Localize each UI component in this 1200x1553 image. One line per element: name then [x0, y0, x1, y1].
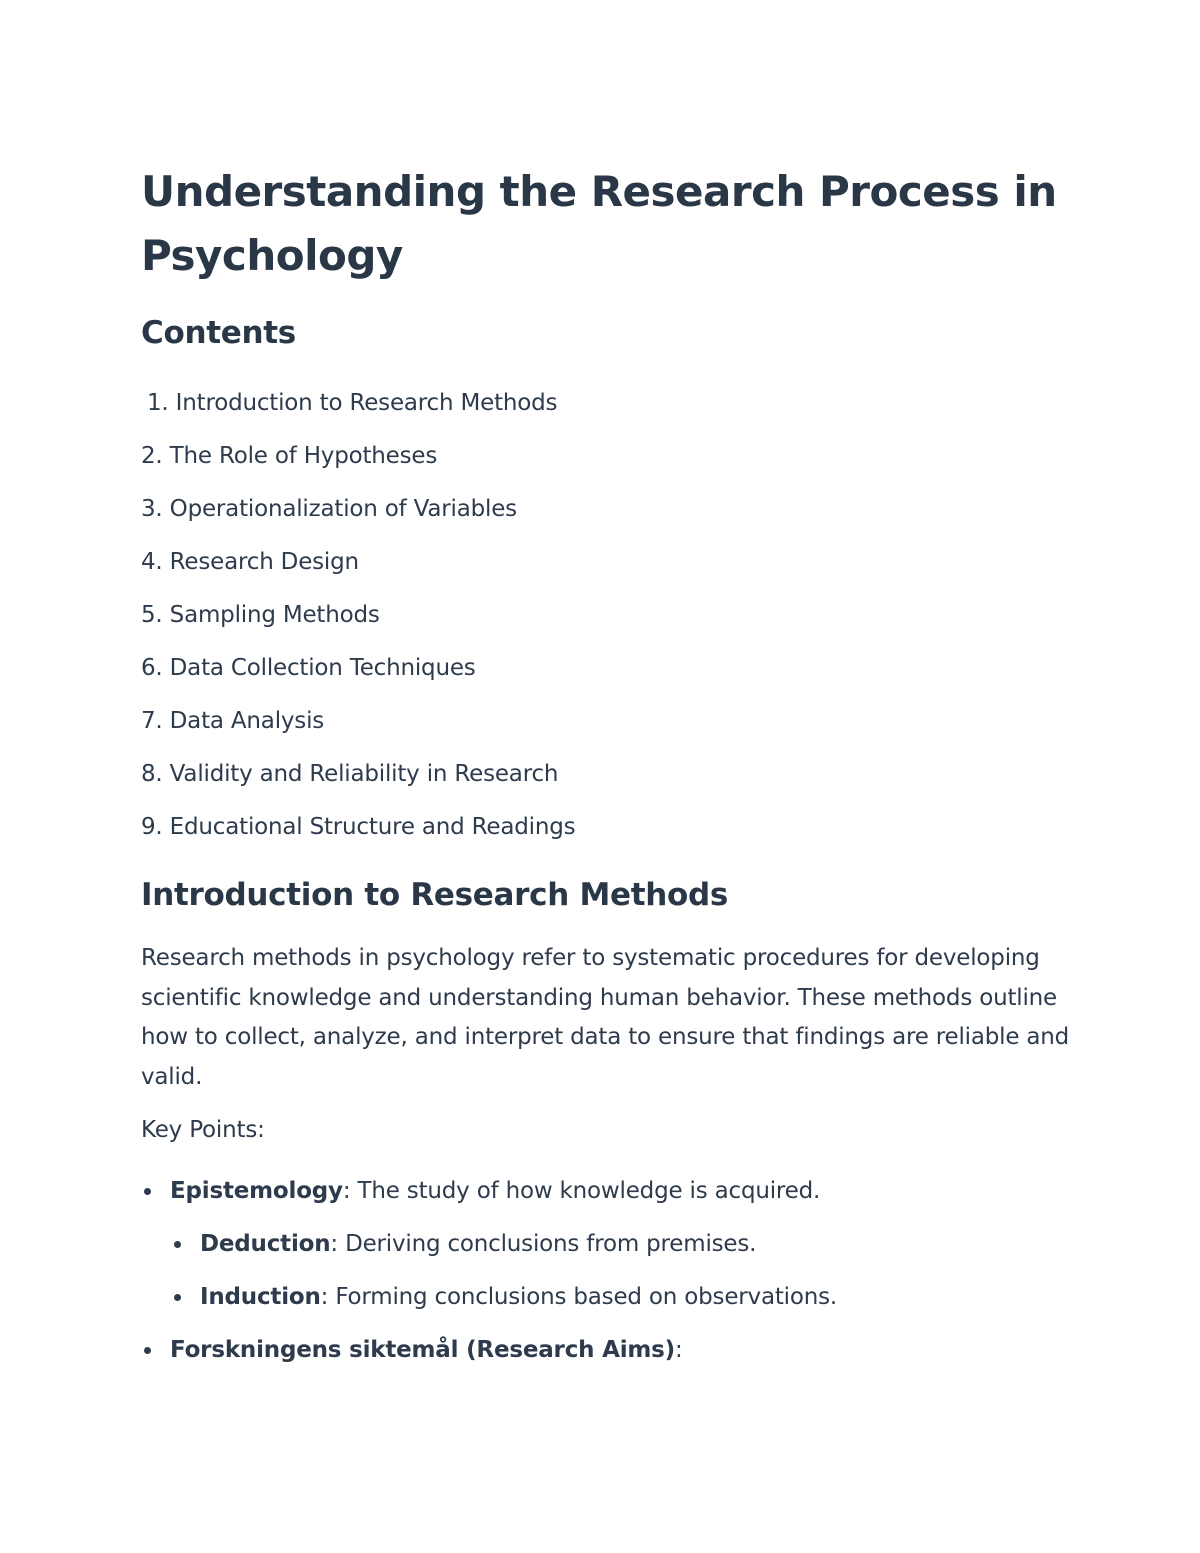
toc-item-number: 6. [141, 655, 163, 681]
toc-item-label: The Role of Hypotheses [169, 443, 438, 469]
toc-item-number: 8. [141, 761, 163, 787]
toc-item [141, 377, 1081, 430]
toc-item [141, 483, 1081, 536]
key-points-label: Key Points: [141, 1117, 265, 1143]
list-item-text: : [674, 1336, 683, 1363]
document-page [141, 160, 1081, 1377]
toc-item-number: 1. [147, 390, 169, 416]
toc-item [141, 536, 1081, 589]
bullet-icon [144, 1188, 151, 1195]
intro-paragraph: Research methods in psychology refer to systematic procedures for developing scientific knowledge and understanding human behavior. These methods outline how to collect, analyze, and interpret data to ensure that findings are reliable and valid. [141, 945, 1070, 1090]
toc-item-number: 2. [141, 443, 163, 469]
toc-item-label: Data Analysis [169, 708, 325, 734]
toc-item [141, 748, 1081, 801]
list-item-research-aims [141, 1324, 1081, 1377]
bullet-icon [174, 1241, 181, 1248]
list-item-text: : Forming conclusions based on observations. [320, 1283, 837, 1310]
list-item-deduction [141, 1218, 1081, 1271]
toc-item-label: Research Design [169, 549, 359, 575]
list-item-term: Induction [200, 1283, 321, 1310]
toc-item [141, 589, 1081, 642]
section-heading-intro: Introduction to Research Methods [141, 877, 729, 913]
toc-item-number: 9. [141, 814, 163, 840]
list-item-epistemology [141, 1165, 1081, 1218]
contents-heading: Contents [141, 315, 296, 351]
toc-item-label: Validity and Reliability in Research [169, 761, 559, 787]
toc-item-number: 7. [141, 708, 163, 734]
toc-item [141, 695, 1081, 748]
list-item-term: Forskningens siktemål (Research Aims) [170, 1336, 675, 1363]
toc-item-label: Data Collection Techniques [169, 655, 476, 681]
list-item-text: : Deriving conclusions from premises. [330, 1230, 757, 1257]
table-of-contents [141, 377, 1081, 854]
toc-item-number: 5. [141, 602, 163, 628]
toc-item-label: Educational Structure and Readings [169, 814, 576, 840]
toc-item [141, 642, 1081, 695]
toc-item-number: 3. [141, 496, 163, 522]
document-title: Understanding the Research Process in Psychology [141, 167, 1057, 280]
list-item-term: Epistemology [170, 1177, 343, 1204]
key-points-list [141, 1165, 1081, 1377]
toc-item-label: Sampling Methods [169, 602, 380, 628]
toc-item [141, 430, 1081, 483]
bullet-icon [174, 1294, 181, 1301]
list-item-induction [141, 1271, 1081, 1324]
list-item-text: : The study of how knowledge is acquired. [342, 1177, 821, 1204]
list-item-term: Deduction [200, 1230, 331, 1257]
toc-item-label: Introduction to Research Methods [175, 390, 558, 416]
toc-item-number: 4. [141, 549, 163, 575]
bullet-icon [144, 1347, 151, 1354]
toc-item-label: Operationalization of Variables [169, 496, 517, 522]
toc-item [141, 801, 1081, 854]
